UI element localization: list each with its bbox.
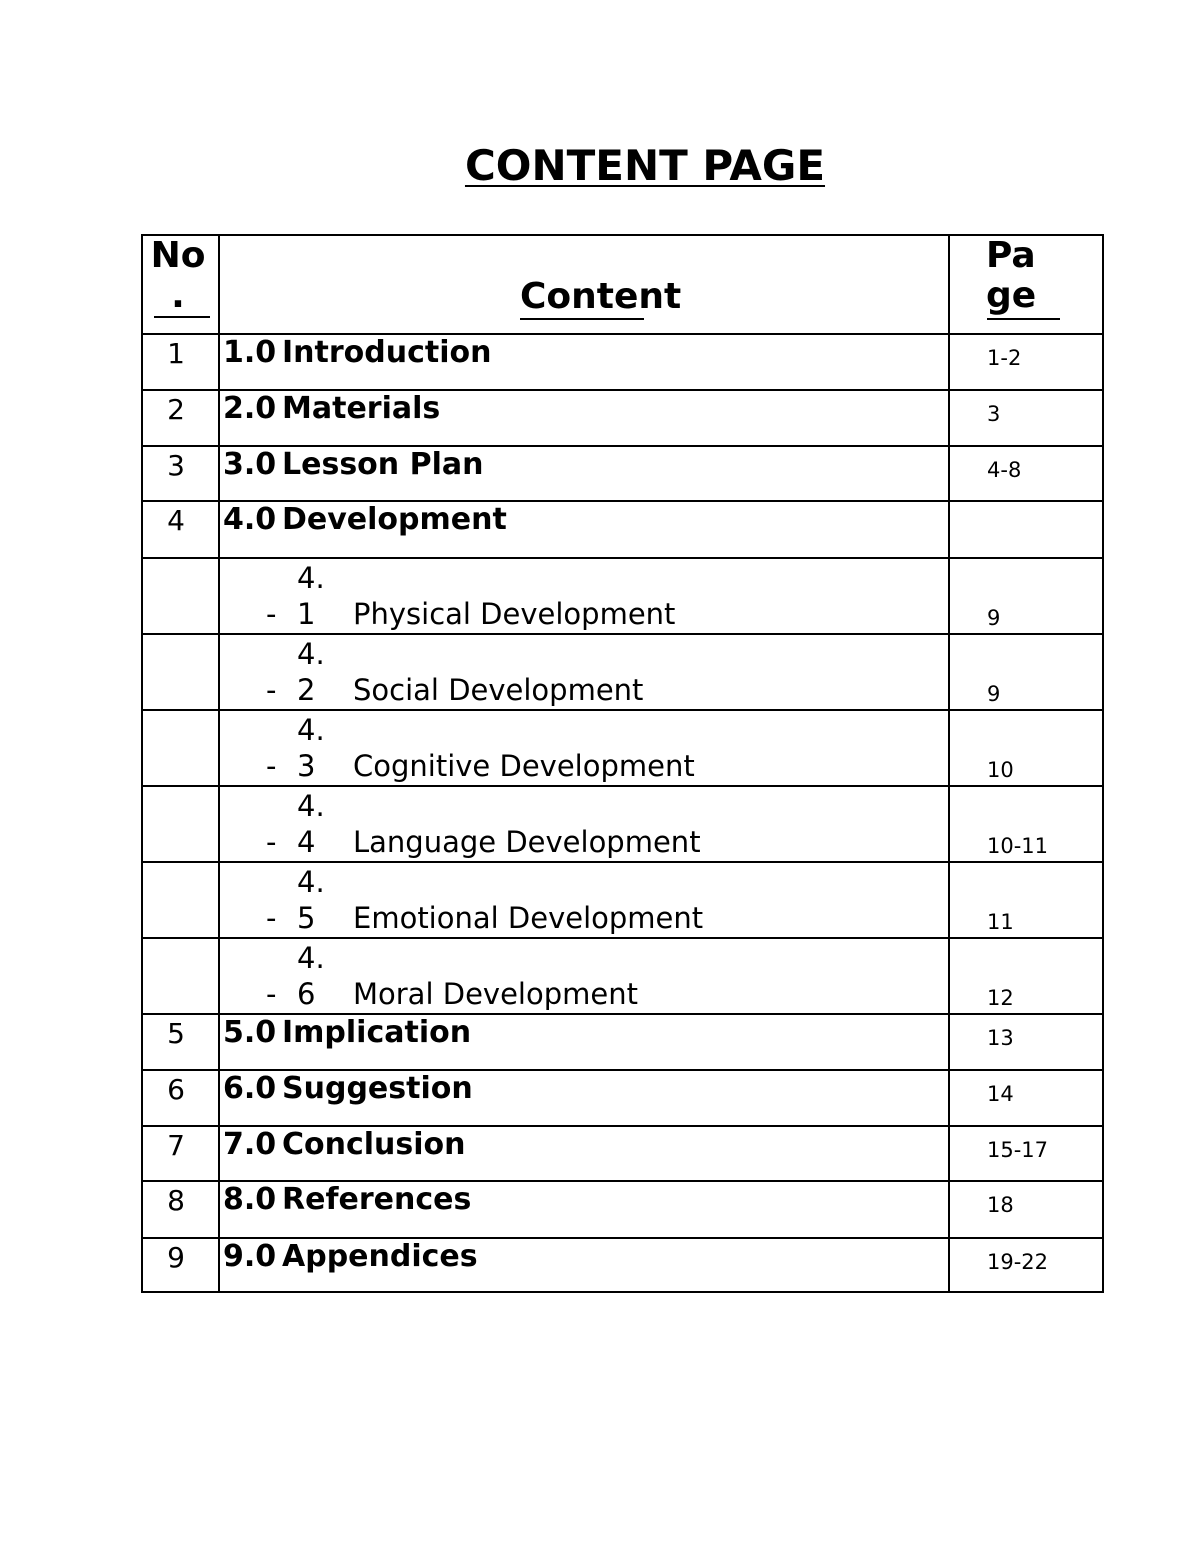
subsection-row bbox=[143, 709, 1102, 785]
row-number: 4 bbox=[167, 504, 185, 537]
row-number: 3 bbox=[167, 449, 185, 482]
page-range: 9 bbox=[987, 606, 1001, 630]
page-range: 15-17 bbox=[987, 1138, 1049, 1162]
row-number: 6 bbox=[167, 1073, 185, 1106]
table-row bbox=[143, 389, 1102, 445]
section-number: 7.0 bbox=[223, 1127, 277, 1162]
table-row bbox=[143, 1125, 1102, 1180]
page-title: CONTENT PAGE bbox=[464, 141, 826, 190]
table-row bbox=[143, 1069, 1102, 1125]
header-content: Content bbox=[520, 276, 682, 317]
subsection-number-major: 4. bbox=[297, 789, 325, 823]
row-number: 7 bbox=[167, 1129, 185, 1162]
section-title: Lesson Plan bbox=[282, 447, 484, 482]
table-row bbox=[143, 333, 1102, 389]
subsection-title: Language Development bbox=[353, 825, 701, 859]
section-title: References bbox=[282, 1182, 472, 1217]
page-range: 14 bbox=[987, 1082, 1014, 1106]
row-number: 2 bbox=[167, 393, 185, 426]
section-number: 8.0 bbox=[223, 1182, 277, 1217]
row-number: 1 bbox=[167, 337, 185, 370]
subsection-title: Emotional Development bbox=[353, 901, 704, 935]
subsection-row bbox=[143, 861, 1102, 937]
section-number: 1.0 bbox=[223, 335, 277, 370]
subsection-dash: - bbox=[266, 977, 277, 1011]
table-row bbox=[143, 445, 1102, 500]
page-range: 13 bbox=[987, 1026, 1014, 1050]
subsection-row bbox=[143, 937, 1102, 1013]
header-content-underline bbox=[520, 318, 644, 320]
row-number: 8 bbox=[167, 1184, 185, 1217]
subsection-number-minor: 4 bbox=[297, 825, 316, 859]
row-number: 9 bbox=[167, 1241, 185, 1274]
subsection-row bbox=[143, 785, 1102, 861]
header-page-line2: ge bbox=[986, 275, 1037, 316]
subsection-dash: - bbox=[266, 901, 277, 935]
subsection-number-minor: 2 bbox=[297, 673, 316, 707]
header-no bbox=[149, 236, 207, 316]
page-range: 19-22 bbox=[987, 1250, 1049, 1274]
header-no-underline bbox=[154, 316, 210, 318]
subsection-number-major: 4. bbox=[297, 637, 325, 671]
subsection-number-minor: 6 bbox=[297, 977, 316, 1011]
section-number: 9.0 bbox=[223, 1239, 277, 1274]
table-row bbox=[143, 1180, 1102, 1237]
section-number: 3.0 bbox=[223, 447, 277, 482]
page-range: 12 bbox=[987, 986, 1014, 1010]
table-row bbox=[143, 1237, 1102, 1291]
subsection-dash: - bbox=[266, 825, 277, 859]
header-page-underline bbox=[987, 318, 1060, 320]
page-range: 3 bbox=[987, 402, 1001, 426]
header-page-cell bbox=[950, 236, 1102, 333]
section-number: 6.0 bbox=[223, 1071, 277, 1106]
section-number: 4.0 bbox=[223, 502, 277, 537]
table-row bbox=[143, 1013, 1102, 1069]
subsection-row bbox=[143, 557, 1102, 633]
subsection-number-major: 4. bbox=[297, 561, 325, 595]
header-page bbox=[986, 236, 1056, 316]
table-row bbox=[143, 500, 1102, 557]
subsection-number-major: 4. bbox=[297, 865, 325, 899]
page-range: 11 bbox=[987, 910, 1014, 934]
subsection-title: Social Development bbox=[353, 673, 644, 707]
page-range: 4-8 bbox=[987, 458, 1022, 482]
header-no-cell bbox=[143, 236, 220, 333]
section-title: Materials bbox=[282, 391, 441, 426]
subsection-title: Physical Development bbox=[353, 597, 676, 631]
header-page-line1: Pa bbox=[986, 235, 1036, 276]
page-range: 10-11 bbox=[987, 834, 1049, 858]
header-no-line1: No bbox=[150, 235, 206, 276]
section-title: Appendices bbox=[282, 1239, 478, 1274]
table-header-row bbox=[143, 236, 1102, 333]
subsection-title: Cognitive Development bbox=[353, 749, 695, 783]
subsection-number-minor: 1 bbox=[297, 597, 316, 631]
section-number: 5.0 bbox=[223, 1015, 277, 1050]
page-range: 18 bbox=[987, 1193, 1014, 1217]
section-title: Implication bbox=[282, 1015, 472, 1050]
header-content-cell bbox=[220, 236, 950, 333]
subsection-dash: - bbox=[266, 749, 277, 783]
subsection-dash: - bbox=[266, 673, 277, 707]
subsection-number-minor: 5 bbox=[297, 901, 316, 935]
section-title: Conclusion bbox=[282, 1127, 466, 1162]
row-number: 5 bbox=[167, 1017, 185, 1050]
page-range: 9 bbox=[987, 682, 1001, 706]
section-title: Development bbox=[282, 502, 507, 537]
page-range: 1-2 bbox=[987, 346, 1022, 370]
contents-table bbox=[141, 234, 1104, 1293]
section-title: Introduction bbox=[282, 335, 492, 370]
page-range: 10 bbox=[987, 758, 1014, 782]
subsection-row bbox=[143, 633, 1102, 709]
subsection-number-minor: 3 bbox=[297, 749, 316, 783]
subsection-number-major: 4. bbox=[297, 941, 325, 975]
subsection-number-major: 4. bbox=[297, 713, 325, 747]
section-number: 2.0 bbox=[223, 391, 277, 426]
header-no-line2: . bbox=[171, 275, 185, 316]
subsection-title: Moral Development bbox=[353, 977, 638, 1011]
subsection-dash: - bbox=[266, 597, 277, 631]
section-title: Suggestion bbox=[282, 1071, 473, 1106]
